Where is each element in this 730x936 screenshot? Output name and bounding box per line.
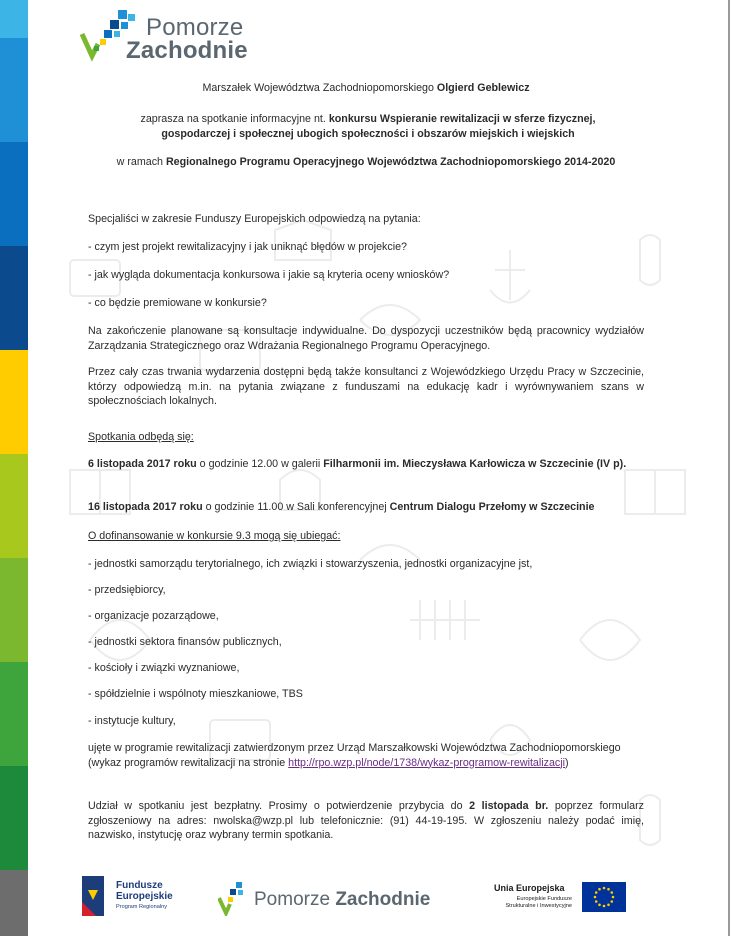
ue-line-3: Strukturalne i Inwestycyjne — [505, 903, 572, 909]
fundusze-europejskie-logo — [82, 874, 192, 918]
eligible-item: - organizacje pozarządowe, — [88, 610, 219, 622]
program-list-link[interactable]: http://rpo.wzp.pl/node/1738/wykaz-programow-rewitalizacji — [288, 756, 565, 769]
participation-suffix: poprzez formularz zgłoszeniowy na adres: nwolska@wzp.pl lub telefonicznie: (91) 44-19-195. W zgłoszeniu należy podać imię, nazwisko, instytucję oraz wybrany termin spotkania. — [88, 800, 644, 841]
fe-wordmark — [116, 880, 173, 902]
invite-prefix: zaprasza na spotkanie informacyjne nt. — [140, 113, 329, 125]
participation-prefix: Udział w spotkaniu jest bezpłatny. Prosimy o potwierdzenie przybycia do — [88, 800, 470, 812]
inviter-prefix: Marszałek Województwa Zachodniopomorskiego — [202, 82, 437, 94]
program-note — [88, 741, 644, 770]
program-line — [88, 155, 644, 170]
meeting-2-place: Centrum Dialogu Przełomy w Szczecinie — [389, 501, 595, 513]
fe-line-3: Program Regionalny — [116, 904, 167, 910]
pz-mark-icon — [218, 882, 250, 916]
pomorze-zachodnie-logo — [80, 10, 260, 62]
meeting-2-date: 16 listopada 2017 roku — [88, 501, 203, 513]
eligible-item: - jednostki samorządu terytorialnego, ich związki i stowarzyszenia, jednostki organizacyjne jst, — [88, 558, 533, 570]
meeting-1-time: o godzinie 12.00 w galerii — [196, 458, 324, 470]
question-1: - czym jest projekt rewitalizacyjny i jak uniknąć błędów w projekcie? — [88, 241, 407, 253]
meeting-1-place: Filharmonii im. Mieczysława Karłowicza w Szczecinie (IV p). — [323, 458, 627, 470]
eligible-item: - przedsiębiorcy, — [88, 584, 166, 596]
program-prefix: w ramach — [116, 156, 166, 168]
pz-wordmark — [254, 889, 430, 911]
fe-mark-icon — [82, 876, 112, 916]
program-name: Regionalnego Programu Operacyjnego Województwa Zachodniopomorskiego 2014-2020 — [165, 156, 616, 168]
ue-line-2: Europejskie Fundusze — [516, 896, 572, 902]
unia-europejska-logo — [486, 880, 636, 920]
meeting-2 — [88, 500, 644, 515]
eu-flag-icon — [582, 882, 626, 912]
eligible-heading: O dofinansowanie w konkursie 9.3 mogą się ubiegać: — [88, 530, 341, 542]
program-note-close: ) — [564, 756, 569, 769]
eligible-item: - kościoły i związki wyznaniowe, — [88, 662, 240, 674]
meeting-1 — [88, 457, 644, 472]
eligible-item: - jednostki sektora finansów publicznych, — [88, 636, 282, 648]
ue-title: Unia Europejska — [494, 883, 565, 893]
question-3: - co będzie premiowane w konkursie? — [88, 297, 267, 309]
specialists-text: Specjaliści w zakresie Funduszy Europejskich odpowiedzą na pytania: — [88, 213, 421, 225]
fe-line-2: Europejskie — [116, 891, 173, 902]
consultations-text: Na zakończenie planowane są konsultacje indywidualne. Do dyspozycji uczestników będą pracownicy wydziałów Zarządzania Strategicznego oraz Wdrażania Regionalnego Programu Operacyjnego. — [88, 325, 644, 352]
contest-name: konkursu Wspieranie rewitalizacji w sferze fizycznej, gospodarczej i społecznej ubogich społeczności i obszarów miejskich i wiejskich — [161, 113, 596, 140]
pz-word-2: Zachodnie — [335, 889, 431, 910]
meetings-heading: Spotkania odbędą się: — [88, 431, 194, 443]
inviter-line — [88, 81, 644, 96]
meeting-1-date: 6 listopada 2017 roku — [88, 458, 197, 470]
logo-word-zachodnie: Zachodnie — [126, 37, 248, 64]
labour-office-text: Przez cały czas trwania wydarzenia dostępni będą także konsultanci z Wojewódzkiego Urzędu Pracy w Szczecinie, którzy odpowiedzą m.in. na pytania związane z funduszami na edukację kadr i wyrównywaniem szans w społecznościach lokalnych. — [88, 366, 644, 407]
program-note-text: ujęte w programie rewitalizacji zatwierdzonym przez Urząd Marszałkowski Województwa Zachodniopomorskiego (wykaz programów rewitalizacji na stronie — [88, 742, 621, 769]
ue-subtitle — [496, 896, 572, 910]
footer-logos — [0, 870, 730, 930]
eligible-item: - instytucje kultury, — [88, 715, 176, 727]
invite-line — [108, 112, 628, 141]
fe-line-1: Fundusze — [116, 880, 163, 891]
inviter-name: Olgierd Geblewicz — [436, 82, 530, 94]
participation-text — [88, 799, 644, 843]
question-2: - jak wygląda dokumentacja konkursowa i jakie są kryteria oceny wniosków? — [88, 269, 450, 281]
meeting-2-time: o godzinie 11.00 w Sali konferencyjnej — [202, 501, 390, 513]
deadline-date: 2 listopada br. — [469, 800, 549, 812]
pz-word-1: Pomorze — [254, 889, 336, 910]
eligible-item: - spółdzielnie i wspólnoty mieszkaniowe, TBS — [88, 688, 303, 700]
color-stripe — [0, 0, 28, 936]
logo-word-pomorze: Pomorze — [146, 14, 244, 41]
pomorze-zachodnie-footer-logo — [218, 882, 458, 916]
